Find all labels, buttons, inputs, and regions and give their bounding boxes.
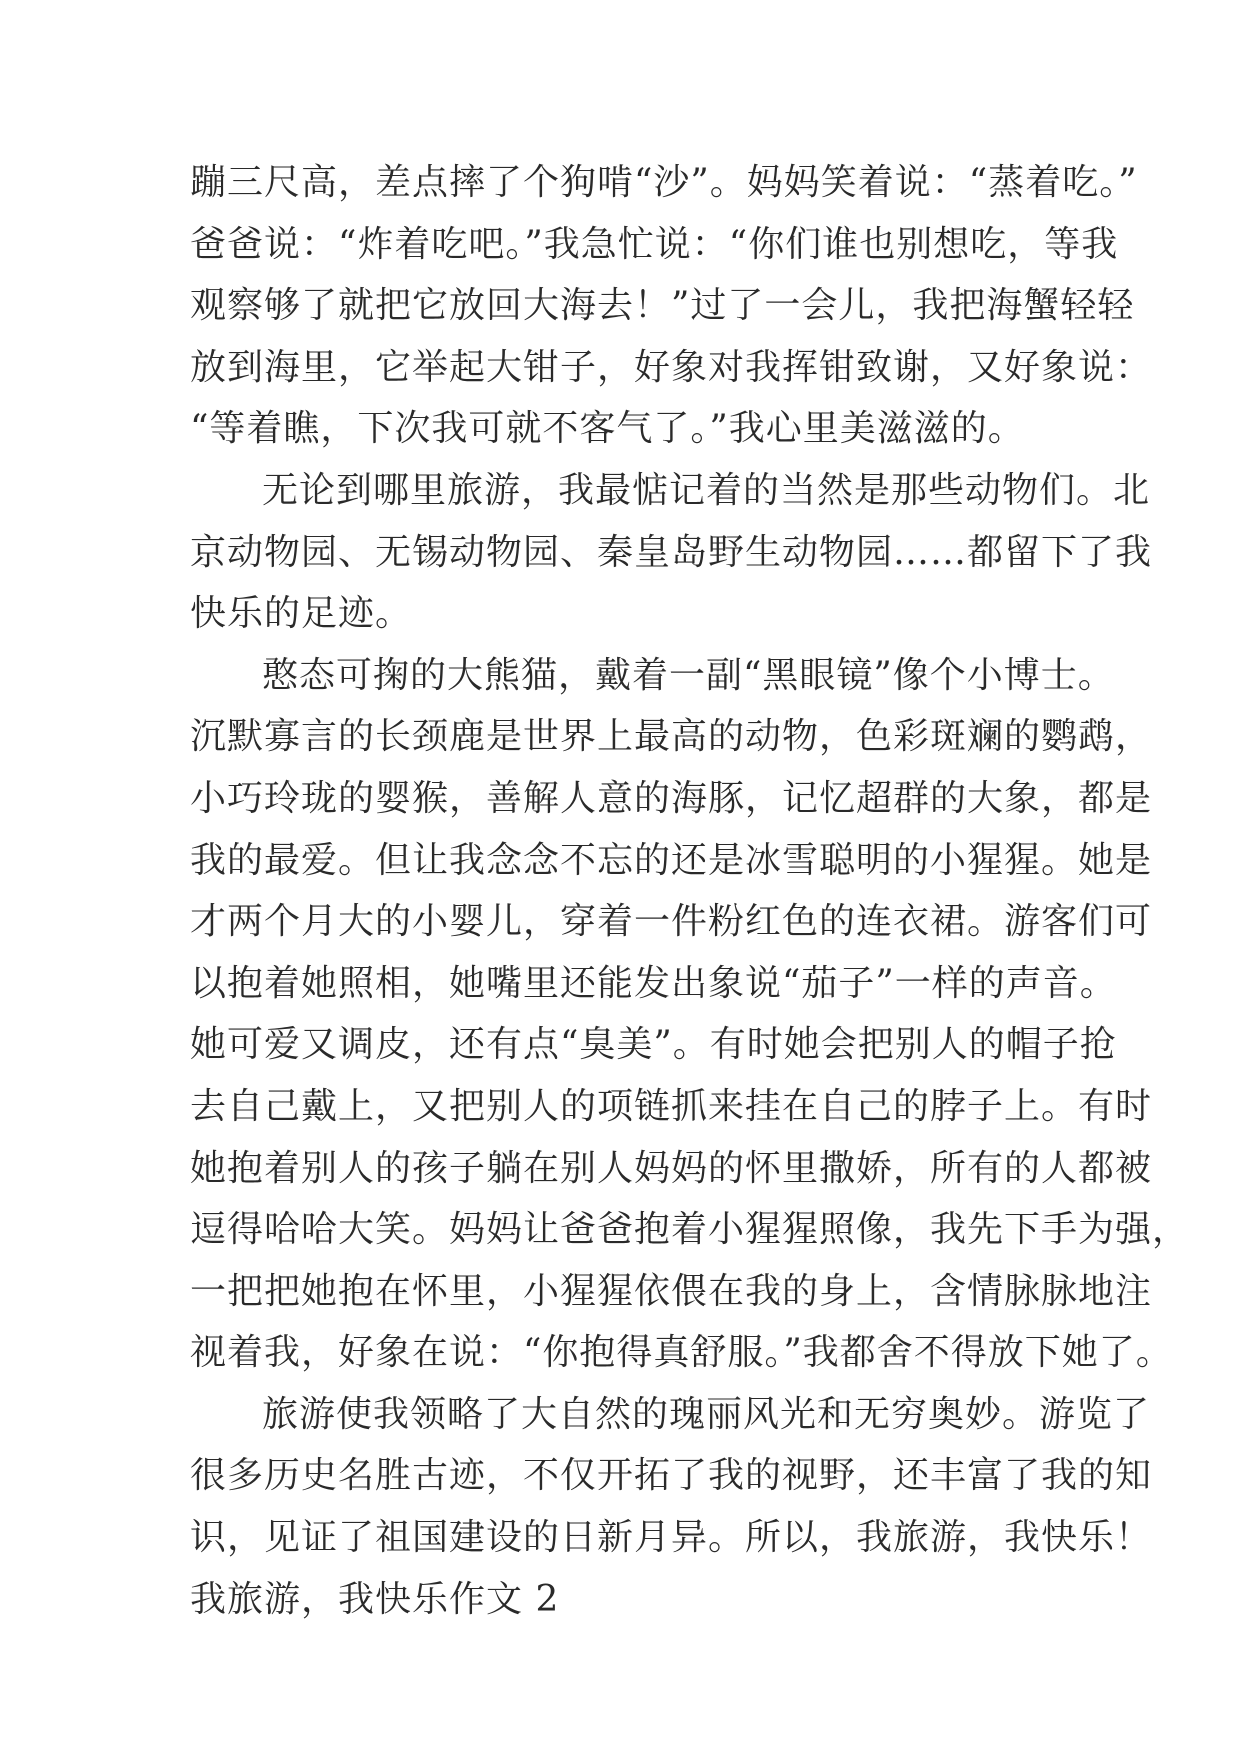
text-line: 她可爱又调皮，还有点“臭美”。有时她会把别人的帽子抢	[190, 1024, 1117, 1066]
text-line: 以抱着她照相，她嘴里还能发出象说“茄子”一样的声音。	[190, 962, 1117, 1004]
text-line: 她抱着别人的孩子躺在别人妈妈的怀里撒娇，所有的人都被	[190, 1147, 1153, 1189]
text-line: 快乐的足迹。	[190, 593, 413, 635]
text-line: 我的最爱。但让我念念不忘的还是冰雪聪明的小猩猩。她是	[190, 839, 1153, 881]
text-line: 小巧玲珑的婴猴，善解人意的海豚，记忆超群的大象，都是	[190, 777, 1153, 819]
paragraph-first-line: 旅游使我领略了大自然的瑰丽风光和无穷奥妙。游览了	[262, 1393, 1151, 1435]
text-line: 沉默寡言的长颈鹿是世界上最高的动物，色彩斑斓的鹦鹉，	[190, 716, 1153, 758]
essay-body	[190, 152, 1190, 1630]
paragraph-first-line: 憨态可掬的大熊猫，戴着一副“黑眼镜”像个小博士。	[262, 654, 1115, 696]
paragraph-first-line: 无论到哪里旅游，我最惦记着的当然是那些动物们。北	[262, 469, 1151, 511]
text-line: 爸爸说：“炸着吃吧。”我急忙说：“你们谁也别想吃，等我	[190, 223, 1119, 265]
text-line: 视着我，好象在说：“你抱得真舒服。”我都舍不得放下她了。	[190, 1332, 1173, 1374]
text-line: “等着瞧，下次我可就不客气了。”我心里美滋滋的。	[190, 408, 1025, 450]
text-line: 去自己戴上，又把别人的项链抓来挂在自己的脖子上。有时	[190, 1085, 1153, 1127]
text-line: 逗得哈哈大笑。妈妈让爸爸抱着小猩猩照像，我先下手为强，	[190, 1209, 1190, 1251]
section-heading: 我旅游，我快乐作文 2	[190, 1578, 560, 1620]
text-line: 观察够了就把它放回大海去！”过了一会儿，我把海蟹轻轻	[190, 285, 1135, 327]
text-line: 放到海里，它举起大钳子，好象对我挥钳致谢，又好象说：	[190, 346, 1153, 388]
text-line: 很多历史名胜古迹，不仅开拓了我的视野，还丰富了我的知	[190, 1455, 1153, 1497]
text-line: 一把把她抱在怀里，小猩猩依偎在我的身上，含情脉脉地注	[190, 1270, 1153, 1312]
text-line: 识，见证了祖国建设的日新月异。所以，我旅游，我快乐！	[190, 1517, 1153, 1559]
text-line: 蹦三尺高，差点摔了个狗啃“沙”。妈妈笑着说：“蒸着吃。”	[190, 162, 1138, 203]
text-line: 才两个月大的小婴儿，穿着一件粉红色的连衣裙。游客们可	[190, 901, 1153, 943]
text-line: 京动物园、无锡动物园、秦皇岛野生动物园……都留下了我	[190, 531, 1153, 573]
